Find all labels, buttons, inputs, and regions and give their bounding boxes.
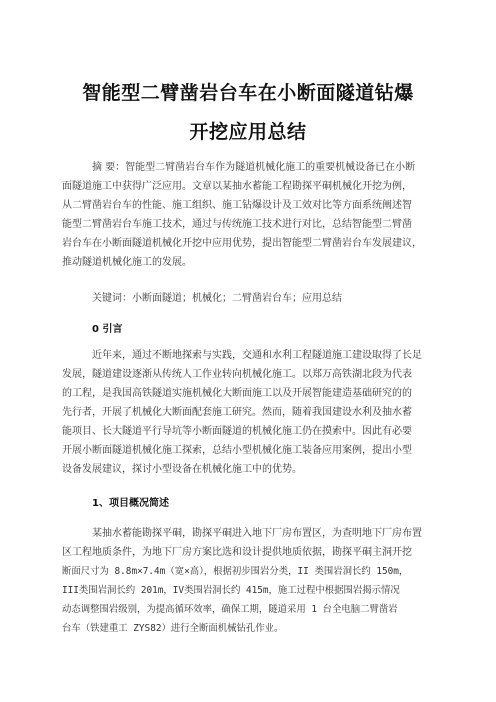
paragraph-line: 区工程地质条件，为地下厂房方案比选和设计提供地质依据，勘探平硐主洞开挖: [62, 547, 412, 558]
abstract-line: 岩台车在小断面隧道机械化开挖中应用优势，提出智能型二臂凿岩台车发展建议，: [62, 238, 422, 249]
paragraph-line: 能项目、长大隧道平行导坑等小断面隧道的机械化施工仍在摸索中。因此有必要: [62, 426, 412, 437]
paragraph-line: 开展小断面隧道机械化施工探索，总结小型机械化施工装备应用案例，提出小型: [62, 445, 412, 456]
paragraph-line: 的工程，是我国高铁隧道实施机械化大断面施工以及开展智能建造基础研究的的: [62, 388, 412, 399]
paragraph-line: 台车（铁建重工 ZYS82）进行全断面机械钻孔作业。: [62, 623, 284, 634]
paragraph-line: 设备发展建议，探讨小型设备在机械化施工中的优势。: [62, 464, 302, 475]
paragraph-line: 近年来，通过不断地探索与实践，交通和水利工程隧道施工建设取得了长足: [92, 350, 422, 361]
paragraph-line: 某抽水蓄能勘探平硐，勘探平硐进入地下厂房布置区，为查明地下厂房布置: [92, 528, 422, 539]
section-heading-intro: 0 引言: [92, 324, 123, 335]
keywords: 关键词：小断面隧道；机械化；二臂凿岩台车；应用总结: [92, 293, 342, 304]
paragraph-line: III类围岩洞长约 201m，IV类围岩洞长约 415m，施工过程中根据围岩揭示情况: [62, 585, 400, 596]
abstract-line: 面隧道施工中获得广泛应用。文章以某抽水蓄能工程勘探平硐机械化开挖为例，: [62, 181, 412, 192]
abstract-line: 摘 要：智能型二臂凿岩台车作为隧道机械化施工的重要机械设备已在小断: [92, 162, 416, 173]
section-heading-overview: 1、项目概况简述: [92, 498, 169, 509]
paragraph-line: 先行者，开展了机械化大断面配套施工研究。然而，随着我国建设水利及抽水蓄: [62, 407, 412, 418]
abstract-line: 从二臂凿岩台车的性能、施工组织、施工钻爆设计及工效对比等方面系统阐述智: [62, 200, 412, 211]
title-line-1: 智能型二臂凿岩台车在小断面隧道钻爆: [82, 82, 414, 104]
paragraph-line: 断面尺寸为 8.8m×7.4m（宽×高），根据初步围岩分类，II 类围岩洞长约 150m，: [62, 566, 409, 577]
title-line-2: 开挖应用总结: [189, 121, 307, 143]
paragraph-line: 发展，隧道建设逐渐从传统人工作业转向机械化施工。以郑万高铁湖北段为代表: [62, 369, 412, 380]
paragraph-line: 动态调整围岩级别，为提高循环效率，确保工期，隧道采用 1 台全电脑二臂凿岩: [62, 604, 398, 615]
abstract-line: 能型二臂凿岩台车施工技术，通过与传统施工技术进行对比，总结智能型二臂凿: [62, 219, 412, 230]
abstract-line: 推动隧道机械化施工的发展。: [62, 257, 192, 268]
